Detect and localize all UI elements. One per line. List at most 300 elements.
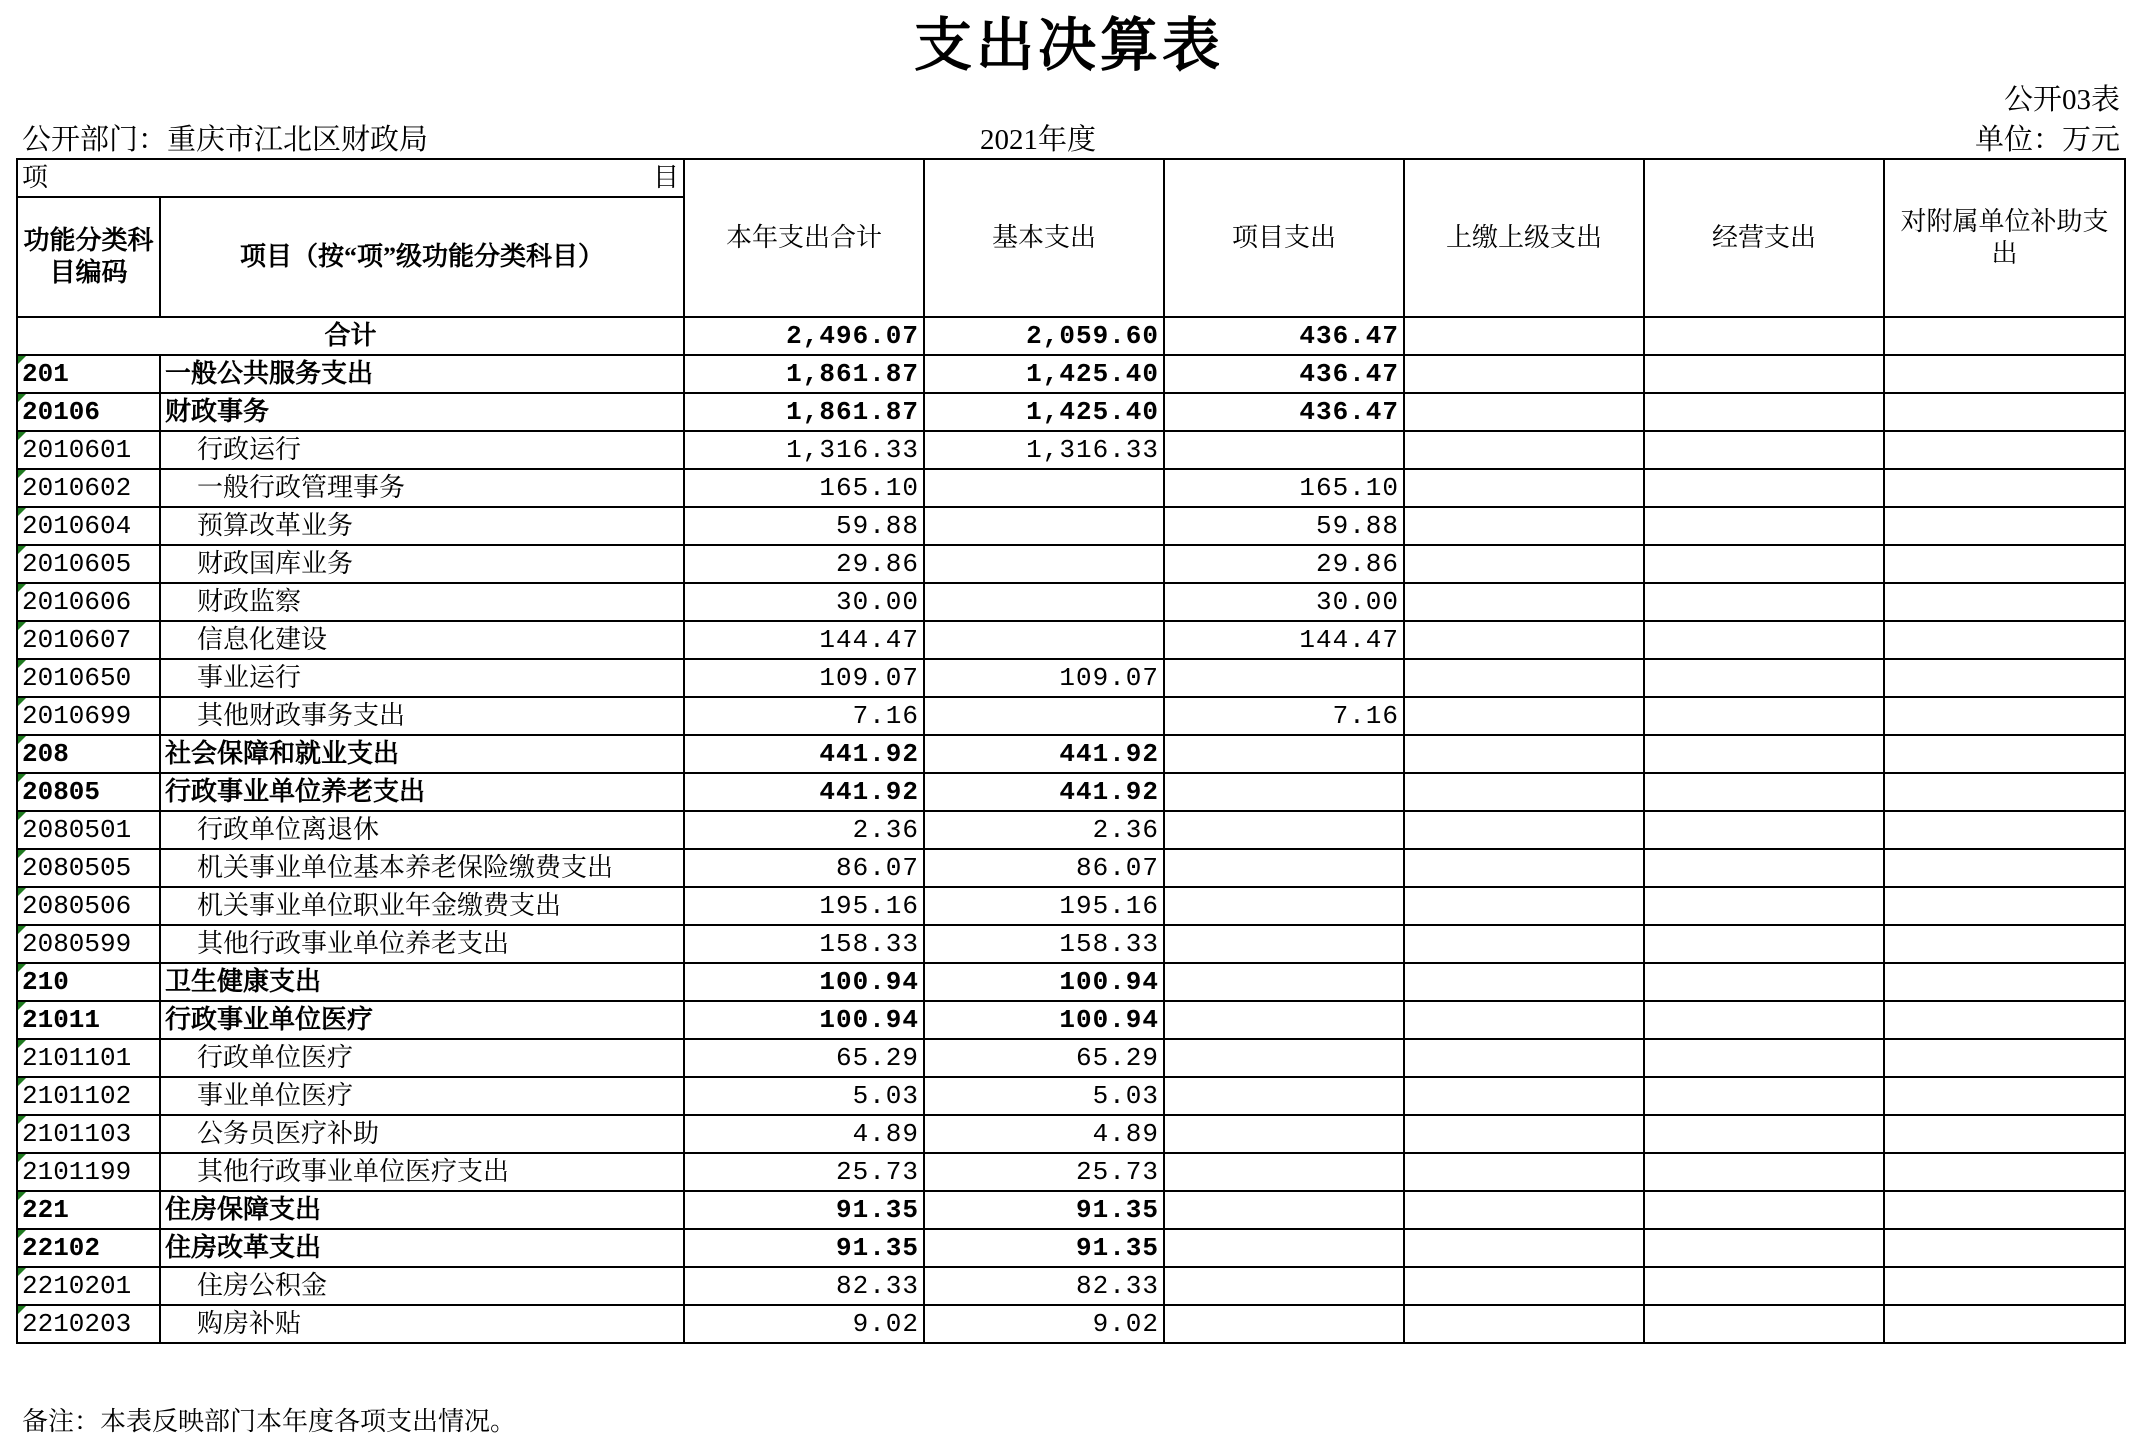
row-code-text: 2010601 <box>22 435 132 465</box>
row-value <box>1884 773 2125 811</box>
row-value <box>1884 507 2125 545</box>
row-value <box>1644 1191 1884 1229</box>
table-row <box>17 1229 2125 1267</box>
row-value <box>1644 507 1884 545</box>
cell-marker-icon <box>18 470 26 478</box>
row-value <box>1404 1077 1644 1115</box>
row-value: 1,425.40 <box>924 355 1164 393</box>
row-name: 社会保障和就业支出 <box>160 735 684 773</box>
row-name: 行政单位离退休 <box>160 811 684 849</box>
table-row <box>17 621 2125 659</box>
table-row <box>17 393 2125 431</box>
cell-marker-icon <box>18 812 26 820</box>
row-value: 4.89 <box>684 1115 924 1153</box>
row-value <box>924 507 1164 545</box>
table-row <box>17 1001 2125 1039</box>
row-value <box>1884 583 2125 621</box>
row-code-text: 2010607 <box>22 625 132 655</box>
row-value <box>1404 1153 1644 1191</box>
cell-marker-icon <box>18 850 26 858</box>
table-row <box>17 469 2125 507</box>
row-value <box>1884 1229 2125 1267</box>
row-value: 441.92 <box>924 773 1164 811</box>
table-row <box>17 507 2125 545</box>
row-value <box>1884 1115 2125 1153</box>
table-row <box>17 887 2125 925</box>
row-name: 行政事业单位养老支出 <box>160 773 684 811</box>
cell-marker-icon <box>18 1040 26 1048</box>
row-value <box>1164 1191 1404 1229</box>
row-code-text: 21011 <box>22 1005 101 1035</box>
row-value <box>1644 545 1884 583</box>
row-value: 29.86 <box>1164 545 1404 583</box>
row-value <box>924 583 1164 621</box>
row-value: 1,316.33 <box>684 431 924 469</box>
row-value <box>1644 773 1884 811</box>
row-value <box>1644 1153 1884 1191</box>
row-name: 事业单位医疗 <box>160 1077 684 1115</box>
row-value <box>1644 1229 1884 1267</box>
row-code-text: 2010604 <box>22 511 132 541</box>
row-value <box>1164 1267 1404 1305</box>
row-value <box>1644 1305 1884 1343</box>
row-name: 住房保障支出 <box>160 1191 684 1229</box>
row-code-text: 2101102 <box>22 1081 132 1111</box>
row-value: 158.33 <box>924 925 1164 963</box>
row-value <box>1404 1191 1644 1229</box>
row-value <box>1164 1039 1404 1077</box>
row-code-text: 2101103 <box>22 1119 132 1149</box>
unit-label: 单位：万元 <box>1974 124 2120 156</box>
total-label: 合计 <box>17 317 684 355</box>
row-value <box>1164 431 1404 469</box>
row-value: 91.35 <box>684 1191 924 1229</box>
row-code-text: 201 <box>22 359 69 389</box>
table-row <box>17 773 2125 811</box>
row-code <box>17 1267 160 1305</box>
row-value <box>1164 1305 1404 1343</box>
header-row-item <box>17 159 2125 197</box>
row-name: 一般公共服务支出 <box>160 355 684 393</box>
row-value <box>1164 1115 1404 1153</box>
row-code <box>17 1191 160 1229</box>
total-value: 2,059.60 <box>924 317 1164 355</box>
col-header-basic: 基本支出 <box>924 159 1164 317</box>
row-name: 预算改革业务 <box>160 507 684 545</box>
row-value <box>1164 849 1404 887</box>
row-code-text: 20106 <box>22 397 101 427</box>
row-value: 144.47 <box>684 621 924 659</box>
row-value: 86.07 <box>924 849 1164 887</box>
cell-marker-icon <box>18 508 26 516</box>
row-value <box>1884 621 2125 659</box>
row-code <box>17 1305 160 1343</box>
row-name: 机关事业单位基本养老保险缴费支出 <box>160 849 684 887</box>
col-header-business: 经营支出 <box>1644 159 1884 317</box>
row-value <box>1404 355 1644 393</box>
row-name: 机关事业单位职业年金缴费支出 <box>160 887 684 925</box>
row-value: 5.03 <box>684 1077 924 1115</box>
row-code <box>17 431 160 469</box>
row-value: 91.35 <box>924 1229 1164 1267</box>
row-value: 165.10 <box>684 469 924 507</box>
row-value <box>1164 1229 1404 1267</box>
cell-marker-icon <box>18 698 26 706</box>
row-value <box>1644 925 1884 963</box>
row-value <box>924 621 1164 659</box>
table-row <box>17 1153 2125 1191</box>
row-code-text: 2010699 <box>22 701 132 731</box>
table-row <box>17 1305 2125 1343</box>
table-row <box>17 583 2125 621</box>
row-value <box>1404 773 1644 811</box>
row-value <box>1884 659 2125 697</box>
row-value <box>1404 735 1644 773</box>
row-code <box>17 697 160 735</box>
row-code-text: 2210203 <box>22 1309 132 1339</box>
row-code-text: 2080505 <box>22 853 132 883</box>
row-value <box>1884 1305 2125 1343</box>
cell-marker-icon <box>18 1116 26 1124</box>
row-name: 财政国库业务 <box>160 545 684 583</box>
row-value: 65.29 <box>924 1039 1164 1077</box>
row-name: 信息化建设 <box>160 621 684 659</box>
row-value <box>924 697 1164 735</box>
row-value: 29.86 <box>684 545 924 583</box>
row-value: 82.33 <box>684 1267 924 1305</box>
col-header-code: 功能分类科目编码 <box>17 197 160 317</box>
row-value <box>1404 887 1644 925</box>
row-value <box>1404 431 1644 469</box>
row-value <box>1644 1077 1884 1115</box>
row-value: 1,861.87 <box>684 393 924 431</box>
row-value <box>1884 849 2125 887</box>
row-name: 购房补贴 <box>160 1305 684 1343</box>
col-header-subsidy: 对附属单位补助支出 <box>1884 159 2125 317</box>
row-value <box>1164 1153 1404 1191</box>
row-value <box>1884 355 2125 393</box>
department-label: 公开部门：重庆市江北区财政局 <box>22 124 429 156</box>
table-row <box>17 925 2125 963</box>
row-value: 30.00 <box>1164 583 1404 621</box>
row-value <box>1404 697 1644 735</box>
row-code-text: 2101101 <box>22 1043 132 1073</box>
row-value: 25.73 <box>684 1153 924 1191</box>
table-row <box>17 1077 2125 1115</box>
expenditure-table <box>16 158 2126 1344</box>
row-code <box>17 849 160 887</box>
cell-marker-icon <box>18 926 26 934</box>
row-value <box>1404 925 1644 963</box>
cell-marker-icon <box>18 1192 26 1200</box>
row-code <box>17 393 160 431</box>
row-value <box>1644 469 1884 507</box>
row-code-text: 210 <box>22 967 69 997</box>
row-value: 9.02 <box>924 1305 1164 1343</box>
col-header-total: 本年支出合计 <box>684 159 924 317</box>
row-value <box>1404 469 1644 507</box>
row-code <box>17 1229 160 1267</box>
row-value <box>1164 925 1404 963</box>
row-name: 其他行政事业单位医疗支出 <box>160 1153 684 1191</box>
row-value: 30.00 <box>684 583 924 621</box>
row-value: 100.94 <box>684 963 924 1001</box>
row-value <box>1164 811 1404 849</box>
row-code-text: 2010605 <box>22 549 132 579</box>
row-name: 住房改革支出 <box>160 1229 684 1267</box>
row-value <box>924 469 1164 507</box>
row-name: 其他行政事业单位养老支出 <box>160 925 684 963</box>
row-value: 1,316.33 <box>924 431 1164 469</box>
row-code <box>17 507 160 545</box>
row-value <box>1884 735 2125 773</box>
row-value <box>1644 887 1884 925</box>
total-value: 436.47 <box>1164 317 1404 355</box>
row-value <box>1164 735 1404 773</box>
table-row <box>17 735 2125 773</box>
row-value <box>1644 621 1884 659</box>
footnote: 备注：本表反映部门本年度各项支出情况。 <box>22 1407 517 1436</box>
row-value <box>1644 811 1884 849</box>
table-row <box>17 1115 2125 1153</box>
row-name: 行政事业单位医疗 <box>160 1001 684 1039</box>
col-header-remit: 上缴上级支出 <box>1404 159 1644 317</box>
row-code-text: 2010602 <box>22 473 132 503</box>
row-value: 7.16 <box>684 697 924 735</box>
row-value <box>1404 545 1644 583</box>
row-value <box>1644 431 1884 469</box>
row-code-text: 2010650 <box>22 663 132 693</box>
row-value <box>1884 925 2125 963</box>
row-value: 441.92 <box>684 735 924 773</box>
row-value: 441.92 <box>924 735 1164 773</box>
row-code-text: 2210201 <box>22 1271 132 1301</box>
row-value <box>1644 583 1884 621</box>
row-code <box>17 811 160 849</box>
row-value <box>1404 507 1644 545</box>
total-value <box>1644 317 1884 355</box>
row-code <box>17 545 160 583</box>
row-name: 卫生健康支出 <box>160 963 684 1001</box>
row-code <box>17 1039 160 1077</box>
row-code <box>17 355 160 393</box>
row-code <box>17 887 160 925</box>
row-value: 109.07 <box>684 659 924 697</box>
total-value <box>1884 317 2125 355</box>
cell-marker-icon <box>18 432 26 440</box>
row-value: 441.92 <box>684 773 924 811</box>
cell-marker-icon <box>18 1306 26 1314</box>
table-row <box>17 355 2125 393</box>
row-value <box>1404 963 1644 1001</box>
row-value: 7.16 <box>1164 697 1404 735</box>
row-code <box>17 469 160 507</box>
header-item-cell <box>17 159 684 197</box>
row-value <box>1884 887 2125 925</box>
total-value: 2,496.07 <box>684 317 924 355</box>
row-value: 144.47 <box>1164 621 1404 659</box>
row-value <box>1644 1039 1884 1077</box>
table-row <box>17 659 2125 697</box>
cell-marker-icon <box>18 1078 26 1086</box>
cell-marker-icon <box>18 1230 26 1238</box>
row-value <box>1644 659 1884 697</box>
cell-marker-icon <box>18 736 26 744</box>
row-code <box>17 925 160 963</box>
row-value: 100.94 <box>924 1001 1164 1039</box>
row-code-text: 2080599 <box>22 929 132 959</box>
row-value <box>1644 393 1884 431</box>
row-code <box>17 963 160 1001</box>
table-row <box>17 545 2125 583</box>
table-row <box>17 697 2125 735</box>
table-row <box>17 849 2125 887</box>
row-name: 财政事务 <box>160 393 684 431</box>
row-value <box>1884 1153 2125 1191</box>
header-mu: 目 <box>652 163 679 192</box>
row-value <box>1644 735 1884 773</box>
table-row <box>17 1267 2125 1305</box>
row-value <box>1404 1229 1644 1267</box>
row-value <box>1404 1115 1644 1153</box>
row-value: 82.33 <box>924 1267 1164 1305</box>
row-value: 59.88 <box>684 507 924 545</box>
row-value <box>1164 1077 1404 1115</box>
row-value <box>1164 773 1404 811</box>
cell-marker-icon <box>18 622 26 630</box>
row-value <box>1404 1001 1644 1039</box>
row-value: 2.36 <box>684 811 924 849</box>
row-value <box>1884 431 2125 469</box>
row-code-text: 20805 <box>22 777 101 807</box>
row-value <box>1644 1115 1884 1153</box>
row-value <box>1644 849 1884 887</box>
row-value: 195.16 <box>684 887 924 925</box>
row-value <box>1164 1001 1404 1039</box>
row-code <box>17 659 160 697</box>
row-name: 住房公积金 <box>160 1267 684 1305</box>
page-title: 支出决算表 <box>913 13 1224 78</box>
cell-marker-icon <box>18 546 26 554</box>
row-value <box>1164 659 1404 697</box>
cell-marker-icon <box>18 1154 26 1162</box>
row-value <box>1644 355 1884 393</box>
table-row <box>17 811 2125 849</box>
row-value: 59.88 <box>1164 507 1404 545</box>
row-value <box>1404 583 1644 621</box>
table-row <box>17 963 2125 1001</box>
row-name: 公务员医疗补助 <box>160 1115 684 1153</box>
row-value: 195.16 <box>924 887 1164 925</box>
row-value <box>1644 697 1884 735</box>
row-value: 158.33 <box>684 925 924 963</box>
row-code-text: 2080506 <box>22 891 132 921</box>
row-code <box>17 583 160 621</box>
row-code <box>17 773 160 811</box>
row-value <box>1884 545 2125 583</box>
row-code-text: 22102 <box>22 1233 101 1263</box>
row-value <box>1404 1305 1644 1343</box>
row-code <box>17 621 160 659</box>
row-name: 财政监察 <box>160 583 684 621</box>
cell-marker-icon <box>18 356 26 364</box>
cell-marker-icon <box>18 888 26 896</box>
row-value: 25.73 <box>924 1153 1164 1191</box>
header-xiang: 项 <box>22 163 49 192</box>
row-value <box>1404 811 1644 849</box>
row-value: 2.36 <box>924 811 1164 849</box>
row-name: 一般行政管理事务 <box>160 469 684 507</box>
row-value <box>1404 1039 1644 1077</box>
row-code-text: 2101199 <box>22 1157 132 1187</box>
row-value: 1,861.87 <box>684 355 924 393</box>
row-value <box>1404 659 1644 697</box>
row-value <box>1884 1191 2125 1229</box>
row-code <box>17 1001 160 1039</box>
row-value <box>1644 963 1884 1001</box>
table-row <box>17 431 2125 469</box>
row-value <box>1884 393 2125 431</box>
row-code-text: 221 <box>22 1195 69 1225</box>
row-value: 4.89 <box>924 1115 1164 1153</box>
row-value: 5.03 <box>924 1077 1164 1115</box>
row-value <box>1884 1077 2125 1115</box>
row-value: 65.29 <box>684 1039 924 1077</box>
cell-marker-icon <box>18 660 26 668</box>
row-value <box>924 545 1164 583</box>
row-value <box>1404 1267 1644 1305</box>
row-value <box>1164 963 1404 1001</box>
row-code-text: 2080501 <box>22 815 132 845</box>
cell-marker-icon <box>18 394 26 402</box>
form-code: 公开03表 <box>2003 84 2120 116</box>
col-header-name: 项目（按“项”级功能分类科目） <box>160 197 684 317</box>
row-value <box>1644 1267 1884 1305</box>
row-value: 91.35 <box>684 1229 924 1267</box>
row-name: 行政单位医疗 <box>160 1039 684 1077</box>
row-value <box>1644 1001 1884 1039</box>
cell-marker-icon <box>18 774 26 782</box>
row-value: 100.94 <box>684 1001 924 1039</box>
row-code <box>17 1153 160 1191</box>
table-row <box>17 1039 2125 1077</box>
row-code <box>17 735 160 773</box>
cell-marker-icon <box>18 1002 26 1010</box>
row-value <box>1884 1001 2125 1039</box>
total-value <box>1404 317 1644 355</box>
row-name: 事业运行 <box>160 659 684 697</box>
row-value <box>1884 697 2125 735</box>
row-value <box>1404 621 1644 659</box>
row-value: 165.10 <box>1164 469 1404 507</box>
row-value <box>1884 811 2125 849</box>
year-label: 2021年度 <box>980 124 1097 156</box>
row-value: 91.35 <box>924 1191 1164 1229</box>
row-value <box>1884 1267 2125 1305</box>
row-name: 行政运行 <box>160 431 684 469</box>
row-code <box>17 1115 160 1153</box>
row-value: 436.47 <box>1164 393 1404 431</box>
row-value: 1,425.40 <box>924 393 1164 431</box>
row-value: 109.07 <box>924 659 1164 697</box>
cell-marker-icon <box>18 584 26 592</box>
row-value: 436.47 <box>1164 355 1404 393</box>
cell-marker-icon <box>18 964 26 972</box>
row-code <box>17 1077 160 1115</box>
row-code-text: 2010606 <box>22 587 132 617</box>
row-value <box>1884 469 2125 507</box>
row-code-text: 208 <box>22 739 69 769</box>
